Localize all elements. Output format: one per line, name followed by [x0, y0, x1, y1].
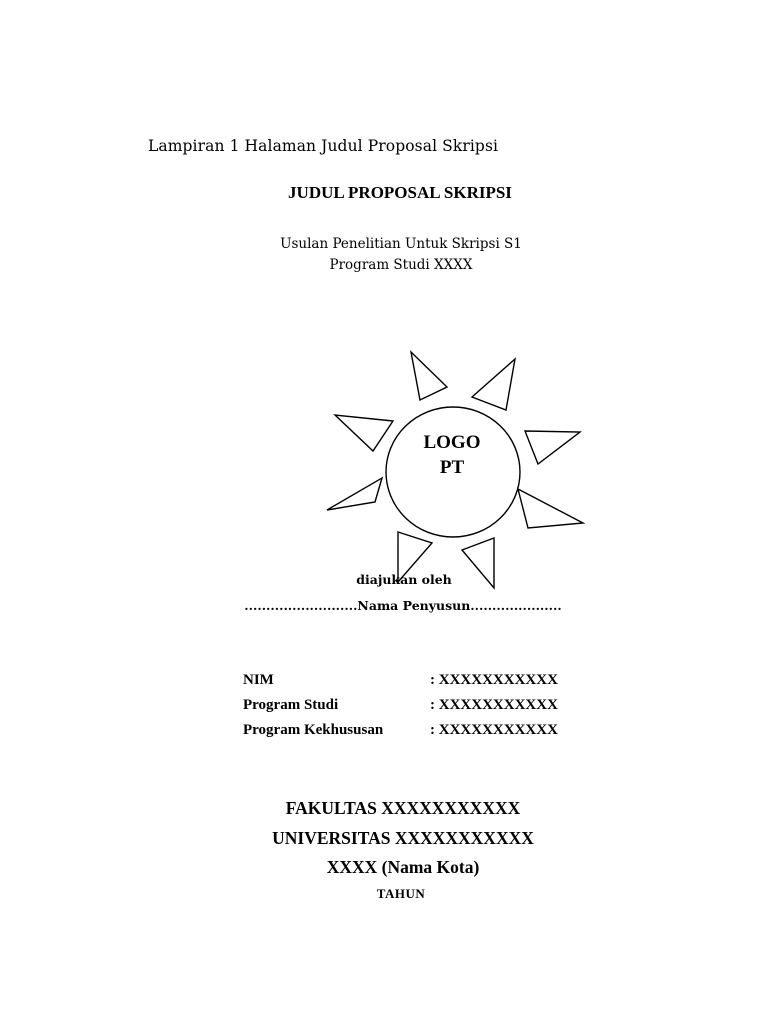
faculty-name: FAKULTAS XXXXXXXXXXX: [285, 798, 521, 818]
proposal-title: JUDUL PROPOSAL SKRIPSI: [288, 183, 512, 202]
sun-ray-lower-right: [518, 489, 583, 528]
specialization-label: Program Kekhususan: [243, 722, 384, 738]
sun-ray-top-right: [472, 359, 515, 410]
sun-ray-right: [525, 431, 580, 464]
sun-ray-left: [335, 415, 393, 451]
logo-text-line-2: PT: [439, 457, 465, 478]
submitted-by-label: diajukan oleh: [356, 572, 452, 587]
nim-value: : XXXXXXXXXXX: [430, 672, 558, 688]
study-program-label: Program Studi: [243, 697, 339, 713]
year-label: TAHUN: [376, 886, 426, 901]
logo-text-line-1: LOGO: [423, 432, 481, 453]
university-name: UNIVERSITAS XXXXXXXXXXX: [272, 828, 534, 848]
nim-label: NIM: [243, 672, 274, 688]
appendix-title: Lampiran 1 Halaman Judul Proposal Skripsi: [148, 137, 499, 155]
author-name-line: ..........................Nama Penyusun.....................: [244, 598, 562, 613]
sun-ray-top-left: [411, 352, 447, 400]
study-program-value: : XXXXXXXXXXX: [430, 697, 558, 713]
logo-placeholder-text: [386, 430, 518, 480]
sun-ray-lower-left: [327, 478, 382, 510]
specialization-value: : XXXXXXXXXXX: [430, 722, 558, 738]
subtitle-line-1: Usulan Penelitian Untuk Skripsi S1: [280, 236, 522, 252]
city-name: XXXX (Nama Kota): [326, 857, 480, 877]
subtitle-line-2: Program Studi XXXX: [329, 257, 473, 273]
